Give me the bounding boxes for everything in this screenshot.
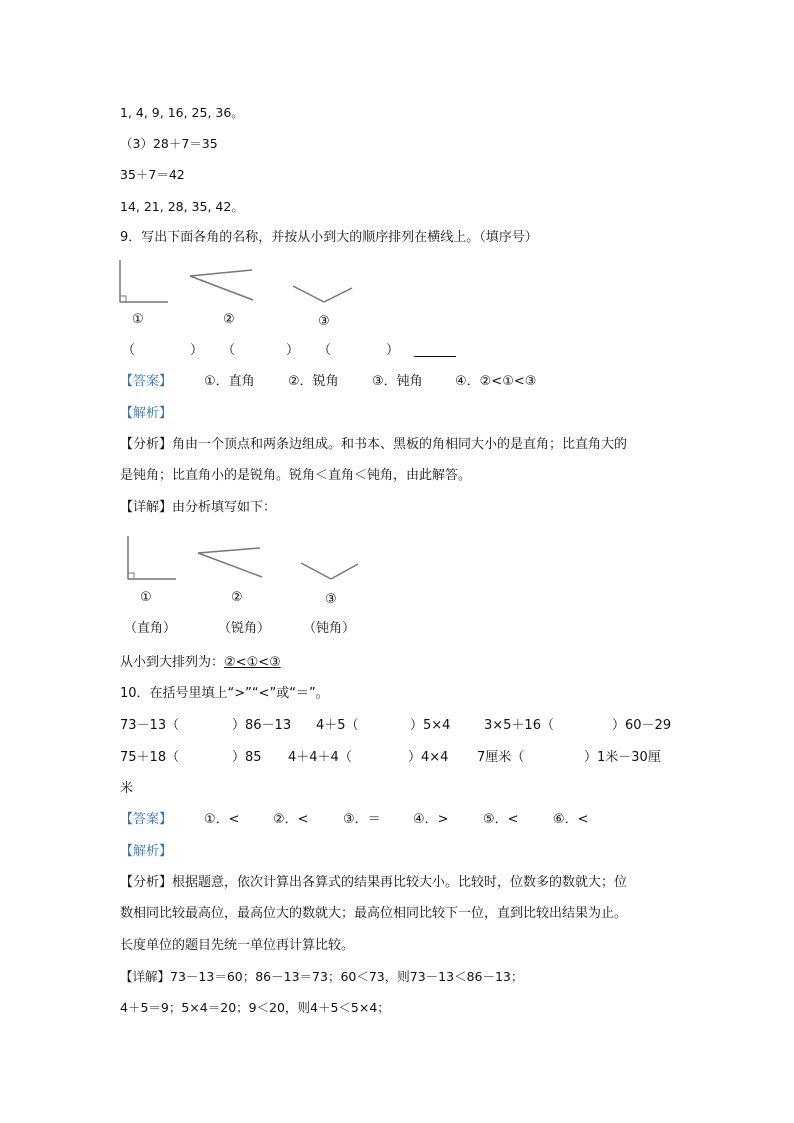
detail-label-1: ① (140, 590, 152, 605)
answer10-6: ⑥．< (553, 812, 589, 827)
blank-open-3: （ (318, 343, 332, 358)
detail-label-2: ② (231, 590, 243, 605)
obtuse-angle-detail-3 (301, 563, 358, 579)
answer10-4: ④．> (413, 812, 449, 827)
analysis10-line-3: 长度单位的题目先统一单位再计算比较。 (120, 938, 355, 953)
figure-label-3: ③ (318, 314, 330, 329)
analysis-tag: 【解析】 (120, 406, 173, 421)
row2-expr-2a: 4＋4＋4（ (288, 750, 352, 765)
text-line: 14, 21, 28, 35, 42。 (120, 199, 244, 214)
analysis-line-2: 是钝角；比直角小的是锐角。锐角＜直角＜钝角，由此解答。 (120, 468, 472, 483)
row1-expr-3b: ）60－29 (612, 718, 672, 733)
blank-open-2: （ (222, 343, 236, 358)
answer-4: ④．②<①<③ (455, 374, 537, 389)
answer10-2: ②．< (273, 812, 309, 827)
row2-expr-1a: 75＋18（ (120, 750, 180, 765)
analysis-line-1: 【分析】角由一个顶点和两条边组成。和书本、黑板的角相同大小的是直角；比直角大的 (120, 437, 628, 452)
figure-label-1: ① (132, 312, 144, 327)
row1-expr-1a: 73－13（ (120, 718, 180, 733)
detail-name-3: （钝角） (303, 621, 356, 636)
answer-1: ①．直角 (204, 374, 255, 389)
answer-tag: 【答案】 (120, 374, 173, 389)
acute-angle-figure-2 (190, 270, 253, 300)
blank-open-1: （ (122, 343, 136, 358)
row1-expr-2a: 4＋5（ (316, 718, 359, 733)
text-line: （3）28＋7＝35 (120, 136, 218, 151)
row2-expr-3a: 7厘米（ (477, 750, 525, 765)
detail-name-1: （直角） (124, 621, 177, 636)
figure-label-2: ② (223, 312, 235, 327)
row1-expr-2b: ）5×4 (410, 718, 451, 733)
row2-wrap: 米 (120, 781, 134, 796)
answer10-1: ①．< (204, 812, 240, 827)
row2-expr-2b: ）4×4 (408, 750, 449, 765)
right-angle-figure-1 (120, 260, 168, 302)
blank-close-3: ） (386, 343, 400, 358)
answer-underline (414, 356, 456, 357)
answer10-5: ⑤．< (483, 812, 519, 827)
obtuse-angle-figure-3 (293, 286, 352, 302)
answer10-3: ③．＝ (343, 812, 381, 827)
row2-expr-1b: ）85 (232, 750, 262, 765)
acute-angle-detail-2 (198, 548, 262, 577)
answer-2: ②．锐角 (288, 374, 339, 389)
detail10-line-2: 4＋5＝9；5×4＝20；9＜20，则4＋5＜5×4； (120, 1000, 390, 1015)
right-angle-detail-1 (128, 536, 176, 579)
row1-expr-1b: ）86－13 (232, 718, 292, 733)
blank-close-2: ） (286, 343, 300, 358)
analysis10-line-1: 【分析】根据题意，依次计算出各算式的结果再比较大小。比较时，位数多的数就大；位 (120, 875, 628, 890)
row1-expr-3a: 3×5＋16（ (484, 718, 554, 733)
analysis-tag-10: 【解析】 (120, 844, 173, 859)
text-line: 35＋7＝42 (120, 167, 185, 182)
detail-tag-10: 【详解】 (120, 969, 171, 984)
row2-expr-3b: ）1米－30厘 (584, 750, 661, 765)
answer-3: ③．钝角 (372, 374, 423, 389)
text-line: 1, 4, 9, 16, 25, 36。 (120, 105, 244, 120)
fenxi-tag: 【分析】 (120, 437, 173, 452)
blank-close-1: ） (190, 343, 204, 358)
question-10: 10．在括号里填上“>”“<”或“＝”。 (120, 686, 329, 701)
fenxi-tag-10: 【分析】 (120, 875, 173, 890)
detail-tag: 【详解】 (120, 500, 173, 515)
question-9: 9．写出下面各角的名称，并按从小到大的顺序排列在横线上。（填序号） (120, 230, 538, 245)
detail-label-3: ③ (325, 592, 337, 607)
detail-name-2: （锐角） (218, 621, 271, 636)
analysis10-line-2: 数相同比较最高位，最高位大的数就大；最高位相同比较下一位，直到比较出结果为止。 (120, 906, 628, 921)
answer-tag-10: 【答案】 (120, 812, 173, 827)
detail-line: 【详解】由分析填写如下： (120, 500, 277, 515)
detail10-line-1: 【详解】73－13＝60；86－13＝73；60＜73，则73－13＜86－13； (120, 969, 524, 984)
order-line: 从小到大排列为：②<①<③ (120, 655, 281, 670)
